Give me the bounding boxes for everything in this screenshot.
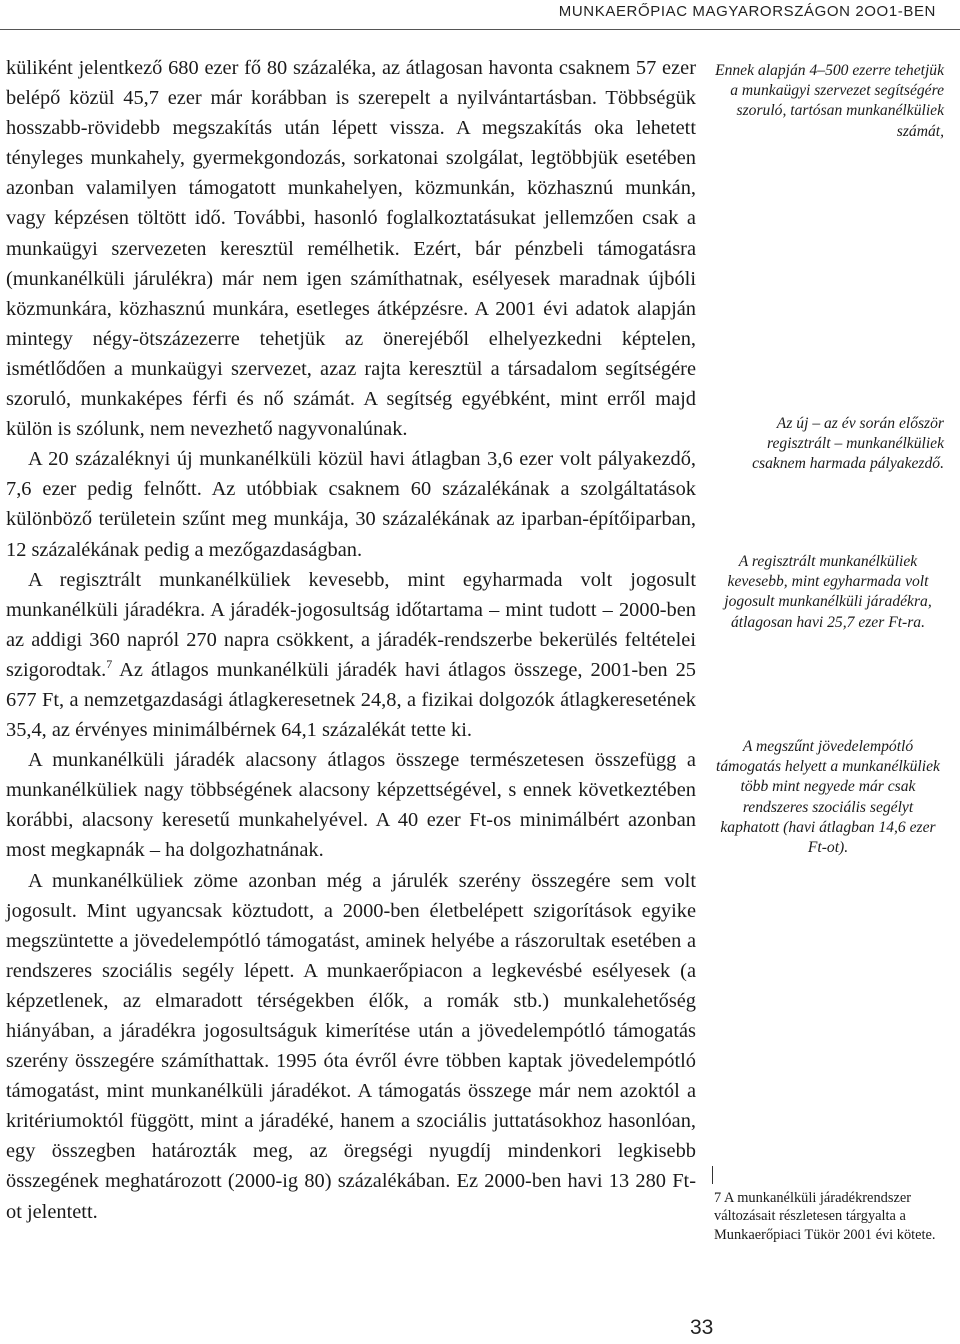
paragraph-4: A munkanélküli járadék alacsony átlagos összege természetesen összefügg a munkanélküliek nagy többségének alacsony képzettségével, s ennek következtében korábbi, alacsony keresetű munkahelyével. A 40 ezer Ft-os minimálbért azonban most megkapnák – ha dolgozhatnának. (6, 749, 696, 862)
paragraph-3-text: A regisztrált munkanélküliek kevesebb, mint egyharmada volt jogosult munkanélküli járadékra. A járadék-jogosultság időtartama – mint tudott – 2000-ben az addigi 360 napról 270 napra csökkent, a járadék-rendszerbe bekerülés feltételei szigorodtak. (6, 568, 696, 681)
sidenote-2: Az új – az év során először regisztrált – munkanélküliek csaknem harmada pályakezdő. (752, 415, 944, 473)
footnote-7: 7 A munkanélküli járadékrendszer változásait részletesen tárgyalta a Munkaerőpiaci Tükör 2001 évi kötete. (714, 1190, 936, 1243)
running-header: MUNKAERŐPIAC MAGYARORSZÁGON 2OO1-BEN (558, 3, 936, 20)
sidenote-1: Ennek alapján 4–500 ezerre tehetjük a munkaügyi szervezet segítségére szoruló, tartósan munkanélküliek számát, (715, 62, 944, 140)
header-rule (0, 29, 960, 30)
paragraph-2: A 20 százaléknyi új munkanélküli közül havi átlagban 3,6 ezer volt pályakezdő, 7,6 ezer pedig felnőtt. Az utóbbiak csaknem 60 százalékának a szolgáltatások különböző területein szűnt meg munkája, 30 százalékának az iparban-építőiparban, 12 százalékának pedig a mezőgazdaságban. (6, 448, 696, 561)
paragraph-1: küliként jelentkező 680 ezer fő 80 százaléka, az átlagosan havonta csaknem 57 ezer belépő közül 45,7 ezer már korábban is szerepelt a nyilvántartásban. Többségük hosszabb-rövidebb megszakítás után lépett vissza. A megszakítás oka lehetett tényleges munkahely, gyermekgondozás, sorkatonai szolgálat, legtöbbjük esetében azonban valamilyen támogatott munkahelyen, közmunkán, közhasznú munkán, vagy képzésen töltött idő. További, hasonló foglalkoztatásukat jellemzően csak a munkaügyi szervezeten keresztül remélhetik. Ezért, bár pénzbeli támogatásra (munkanélküli járulékra) már nem igen számíthatnak, esélyesek maradnak újbóli közmunkára, közhasznú munkára, esetleges átképzésre. A 2001 évi adatok alapján mintegy négy-ötszázezerre tehetjük az önerejéből elhelyezkedni képtelen, ismétlődően a munkaügyi szervezet, azaz rajta keresztül a társadalom segítségére szoruló, munkaképes férfi és nő számát. A segítség egyébként, mint erről majd külön is szólunk, nem nevezhető nagyvonalúnak. (6, 57, 696, 441)
page-number: 33 (690, 1316, 714, 1339)
footnote-rule (712, 1166, 713, 1184)
paragraph-3 (6, 565, 696, 746)
paragraph-3-continuation: Az átlagos munkanélküli járadék havi átlagos összege, 2001-ben 25 677 Ft, a nemzetgazdasági átlagkeresetnek 24,8, a fizikai dolgozók átlagkeresetének 35,4, az érvényes minimálbérnek 64,1 százalékát tette ki. (6, 658, 696, 742)
sidenote-3: A regisztrált munkanélküliek kevesebb, mint egyharmada volt jogosult munkanélküli járadékra, átlagosan havi 25,7 ezer Ft-ra. (724, 553, 932, 631)
main-text-column (6, 53, 696, 1227)
sidenote-4: A megszűnt jövedelempótló támogatás helyett a munkanélküliek több mint negyede már csak rendszeres szociális segélyt kaphatott (havi átlagban 14,6 ezer Ft-ot). (716, 738, 940, 857)
footnote-reference[interactable]: 7 (106, 656, 113, 671)
paragraph-5: A munkanélküliek zöme azonban még a járulék szerény összegére sem volt jogosult. Mint ugyancsak köztudott, a 2000-ben életbelépett szigorítások egyike megszüntette a jövedelempótló támogatást, aminek helyébe a rászorultak esetében a rendszeres szociális segély lépett. A munkaerőpiacon a legkevésbé esélyesek (a képzetlenek, az elmaradott térségekben élők, a romák stb.) munkalehetőség hiányában, a járadékra jogosultságuk kimerítése után a jövedelempótló támogatás szerény összegére számíthattak. 1995 óta évről évre többen kaptak jövedelempótló támogatást, mint munkanélküli járadékot. A támogatás összege már nem azoktól a kritériumoktól függött, mint a járadéké, hanem a szociális juttatásokhoz hasonlóan, egy összegben határozták meg, az öregségi nyugdíj mindenkori legkisebb összegének meghatározott (2000-ig 80) százalékában. Ez 2000-ben havi 13 280 Ft-ot jelentett. (6, 869, 696, 1223)
